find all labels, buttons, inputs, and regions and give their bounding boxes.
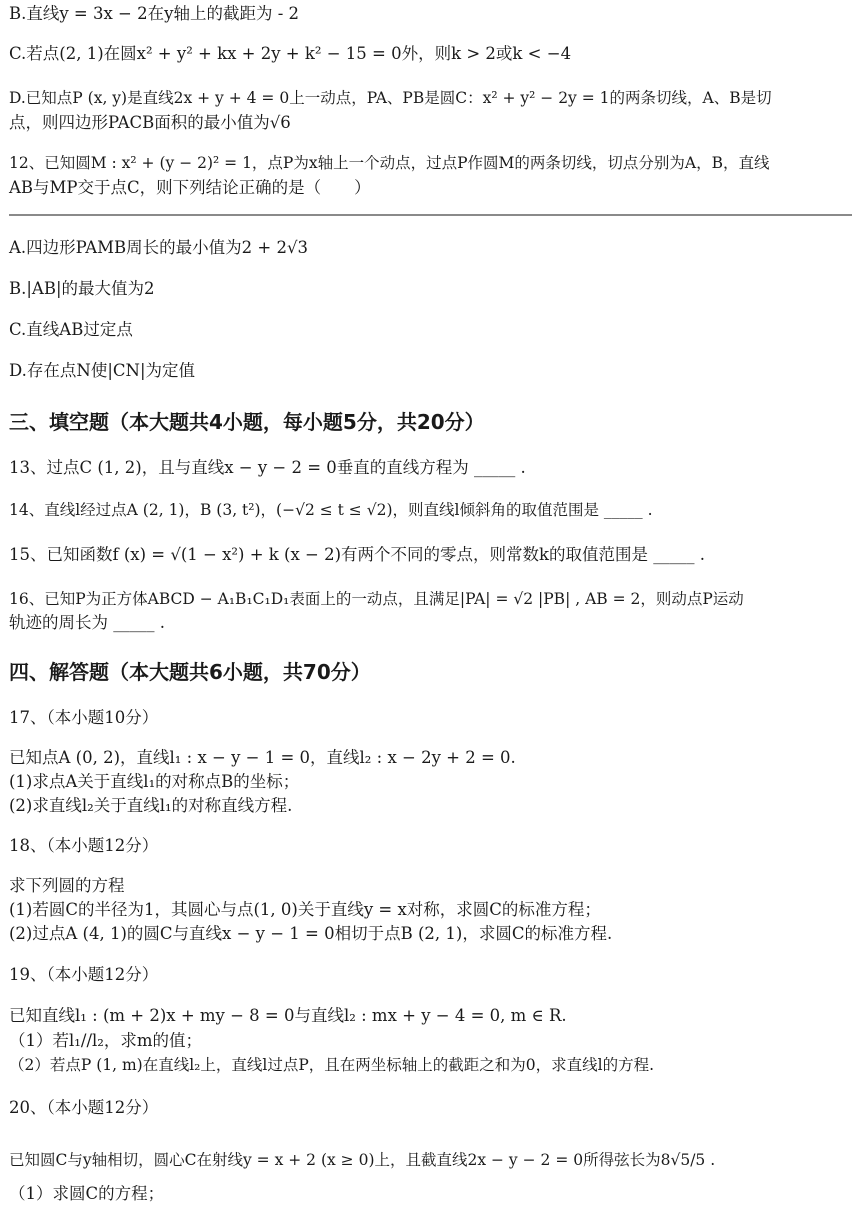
q15: 15、已知函数f (x) = √(1 − x²) + k (x − 2)有两个不同的零点，则常数k的取值范围是 _____ . — [9, 545, 705, 564]
q19-stem: 已知直线l₁ : (m + 2)x + my − 8 = 0与直线l₂ : mx + y − 4 = 0, m ∈ R. — [9, 1006, 567, 1025]
q12-stem-line1: 12、已知圆M : x² + (y − 2)² = 1，点P为x轴上一个动点，过点P作圆M的两条切线，切点分别为A，B，直线 — [9, 154, 770, 172]
q19-header: 19、（本小题12分） — [9, 965, 159, 984]
section4-title: 四、解答题（本大题共6小题，共70分） — [9, 660, 371, 684]
q11-option-c: C.若点(2, 1)在圆x² + y² + kx + 2y + k² − 15 = 0外，则k > 2或k < −4 — [9, 44, 572, 63]
q20-part1: （1）求圆C的方程； — [9, 1184, 165, 1203]
q11-option-d-line1: D.已知点P (x, y)是直线2x + y + 4 = 0上一动点，PA、PB是圆C：x² + y² − 2y = 1的两条切线，A、B是切 — [9, 89, 772, 107]
divider — [9, 214, 852, 216]
q11-option-b: B.直线y = 3x − 2在y轴上的截距为 - 2 — [9, 4, 300, 23]
q16-line1: 16、已知P为正方体ABCD − A₁B₁C₁D₁表面上的一动点，且满足|PA| = √2 |PB| , AB = 2，则动点P运动 — [9, 590, 744, 608]
q19-part2: （2）若点P (1, m)在直线l₂上，直线l过点P，且在两坐标轴上的截距之和为0，求直线l的方程. — [9, 1056, 655, 1074]
q13: 13、过点C (1, 2)，且与直线x − y − 2 = 0垂直的直线方程为 _____ . — [9, 458, 526, 477]
q20-header: 20、（本小题12分） — [9, 1098, 159, 1117]
q18-stem: 求下列圆的方程 — [9, 876, 125, 895]
q18-header: 18、（本小题12分） — [9, 836, 159, 855]
q20-stem: 已知圆C与y轴相切，圆心C在射线y = x + 2 (x ≥ 0)上，且截直线2x − y − 2 = 0所得弦长为8√5/5 . — [9, 1151, 716, 1169]
q12-option-c: C.直线AB过定点 — [9, 320, 133, 339]
section3-title: 三、填空题（本大题共4小题，每小题5分，共20分） — [9, 410, 485, 434]
q14: 14、直线l经过点A (2, 1)，B (3, t²)，(−√2 ≤ t ≤ √2)，则直线l倾斜角的取值范围是 _____ . — [9, 501, 653, 519]
q17-stem: 已知点A (0, 2)，直线l₁ : x − y − 1 = 0，直线l₂ : x − 2y + 2 = 0. — [9, 748, 516, 767]
q12-stem-line2: AB与MP交于点C，则下列结论正确的是（ ） — [9, 178, 371, 197]
q18-part2: (2)过点A (4, 1)的圆C与直线x − y − 1 = 0相切于点B (2, 1)，求圆C的标准方程. — [9, 924, 613, 943]
q11-option-d-line2: 点，则四边形PACB面积的最小值为√6 — [9, 113, 291, 132]
q18-part1: (1)若圆C的半径为1，其圆心与点(1, 0)关于直线y = x对称，求圆C的标准方程； — [9, 900, 601, 919]
q17-part2: (2)求直线l₂关于直线l₁的对称直线方程. — [9, 796, 293, 815]
q12-option-d: D.存在点N使|CN|为定值 — [9, 361, 196, 380]
q16-line2: 轨迹的周长为 _____ . — [9, 613, 165, 632]
q19-part1: （1）若l₁//l₂，求m的值； — [9, 1031, 203, 1050]
q17-part1: (1)求点A关于直线l₁的对称点B的坐标； — [9, 772, 300, 791]
q12-option-b: B.|AB|的最大值为2 — [9, 279, 155, 298]
q17-header: 17、（本小题10分） — [9, 708, 159, 727]
q12-option-a: A.四边形PAMB周长的最小值为2 + 2√3 — [9, 238, 309, 257]
